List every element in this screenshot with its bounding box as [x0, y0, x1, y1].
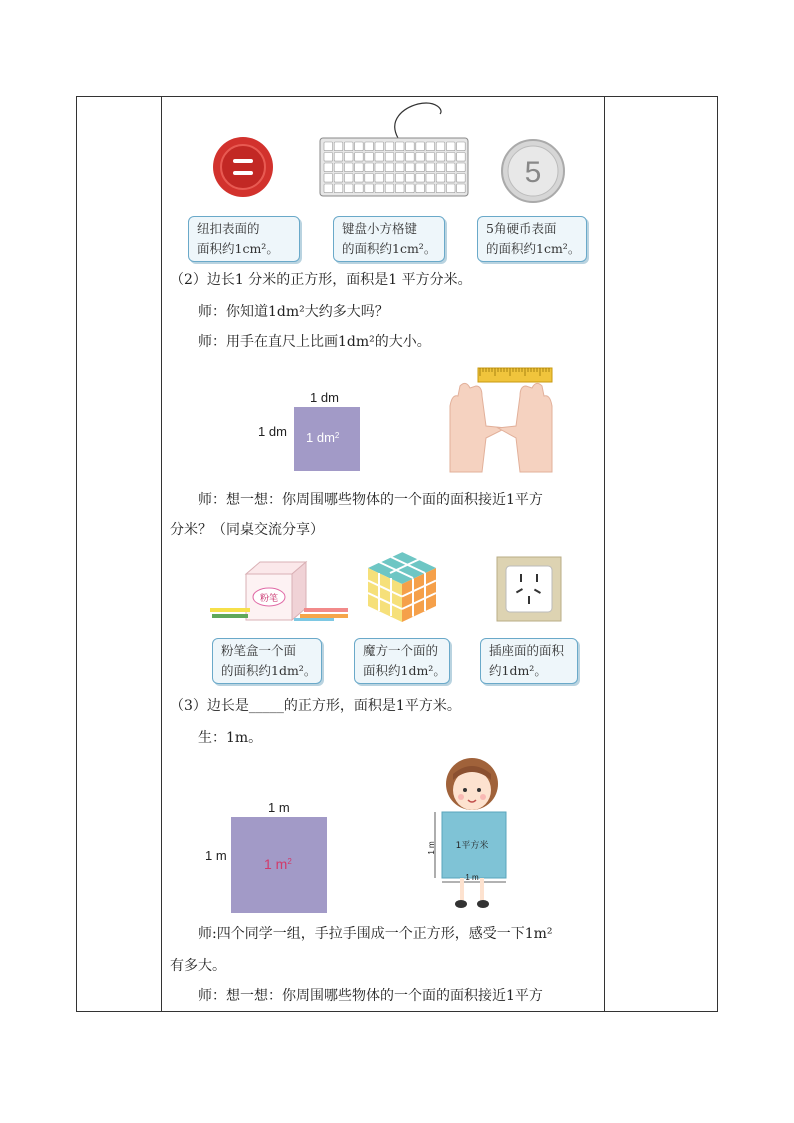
group-line2: 有多大。 [170, 958, 226, 974]
caption-coin: 5角硬币表面 的面积约1cm²。 [477, 216, 587, 262]
dm-left-label: 1 dm [258, 424, 287, 439]
caption-rubiks-cube: 魔方一个面的 面积约1dm²。 [354, 638, 450, 684]
coin-image [500, 138, 566, 204]
m-left-label: 1 m [205, 848, 227, 863]
question-dm-2: 师：用手在直尺上比画1dm²的大小。 [198, 334, 431, 350]
student-answer: 生：1m。 [198, 730, 263, 746]
button-image [210, 134, 276, 200]
keyboard-image [318, 100, 470, 200]
think-1-line1: 师：想一想：你周围哪些物体的一个面的面积接近1平方 [198, 492, 543, 508]
dm-center-label: 1 $dm^2$ [306, 430, 340, 445]
socket-image [496, 556, 562, 622]
think-2-line1: 师：想一想：你周围哪些物体的一个面的面积接近1平方 [198, 988, 543, 1004]
para-2: （2）边长1 分米的正方形，面积是1 平方分米。 [170, 272, 472, 288]
girl-sign-text: 1平方米 [455, 841, 489, 851]
question-dm-1: 师：你知道1dm²大约多大吗？ [198, 304, 389, 320]
m-top-label: 1 m [268, 800, 290, 815]
dm-top-label: 1 dm [310, 390, 339, 405]
coin-digit: 5 [524, 156, 542, 189]
rubiks-cube-image [366, 550, 438, 624]
chalk-box-image [208, 558, 352, 624]
m-center-label: 1 $m^2$ [264, 856, 292, 872]
think-1-line2: 分米？（同桌交流分享） [170, 522, 324, 538]
hands-ruler-image [446, 366, 556, 474]
caption-chalk-box: 粉笔盒一个面 的面积约1dm²。 [212, 638, 322, 684]
table-divider-left [161, 97, 162, 1011]
para-3: （3）边长是_____的正方形，面积是1平方米。 [170, 698, 461, 714]
chalk-box-label: 粉笔 [259, 594, 279, 604]
girl-sign-side-label: 1 m [427, 841, 436, 855]
caption-keyboard: 键盘小方格键 的面积约1cm²。 [333, 216, 445, 262]
girl-sign-bottom-label: 1 m [465, 873, 479, 882]
girl-with-sign-image [424, 756, 520, 914]
caption-socket: 插座面的面积 约1dm²。 [480, 638, 578, 684]
group-line1: 师:四个同学一组，手拉手围成一个正方形，感受一下1m² [198, 926, 553, 942]
table-divider-right [604, 97, 605, 1011]
caption-button: 纽扣表面的 面积约1cm²。 [188, 216, 300, 262]
